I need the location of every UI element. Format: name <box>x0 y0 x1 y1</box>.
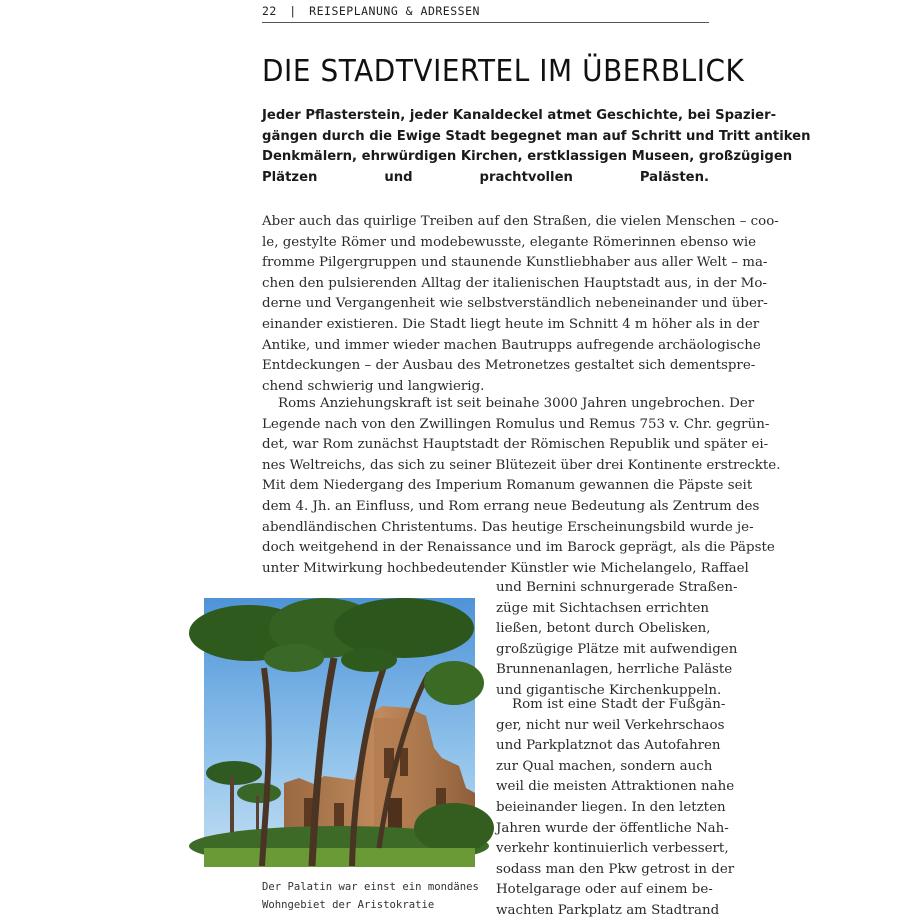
body-paragraph-1 <box>262 212 779 397</box>
header-rule <box>262 22 709 23</box>
intro-line: gängen durch die Ewige Stadt begegnet man auf Schritt und Tritt antiken <box>262 128 811 144</box>
text-line: und Bernini schnurgerade Straßen- <box>496 580 738 595</box>
text-line: ger, nicht nur weil Verkehrschaos <box>496 717 725 733</box>
text-line: Mit dem Niedergang des Imperium Romanum gewannen die Päpste seit <box>262 478 753 494</box>
page-number: 22 <box>262 4 277 18</box>
text-line: Antike, und immer wieder machen Bautrupps aufregende archäologische <box>262 337 761 353</box>
text-line: Entdeckungen – der Ausbau des Metronetzes gestaltet sich dementspre- <box>262 358 756 374</box>
text-line: und Parkplatznot das Autofahren <box>496 738 721 754</box>
body-paragraph-2 <box>262 394 781 579</box>
text-line: abendländischen Christentums. Das heutige Erscheinungsbild wurde je- <box>262 519 754 535</box>
intro-line: Jeder Pflasterstein, jeder Kanaldeckel atmet Geschichte, bei Spazier- <box>262 108 777 123</box>
text-line: züge mit Sichtachsen errichten <box>496 600 709 616</box>
photo-caption <box>262 878 482 914</box>
text-line: unter Mitwirkung hochbedeutender Künstler wie Michelangelo, Raffael <box>262 560 749 576</box>
text-line: det, war Rom zunächst Hauptstadt der Römischen Republik und später ei- <box>262 437 769 453</box>
page-title: DIE STADTVIERTEL IM ÜBERBLICK <box>262 54 745 89</box>
text-line: Jahren wurde der öffentliche Nah- <box>496 820 729 836</box>
text-line: zur Qual machen, sondern auch <box>496 758 713 774</box>
text-line: großzügige Plätze mit aufwendigen <box>496 641 738 657</box>
intro-line: Denkmälern, ehrwürdigen Kirchen, erstklassigen Museen, großzügigen <box>262 149 793 165</box>
text-line: nes Weltreichs, das sich zu seiner Blütezeit über drei Kontinente erstreckte. <box>262 457 781 473</box>
intro-line: Plätzen und prachtvollen Palästen. <box>262 169 709 185</box>
text-line: chend schwierig und langwierig. <box>262 378 485 394</box>
text-line: derne und Vergangenheit wie selbstverständlich nebeneinander und über- <box>262 296 768 312</box>
text-line: fromme Pilgergruppen und staunende Kunstliebhaber aus aller Welt – ma- <box>262 255 768 271</box>
intro-paragraph <box>262 106 811 188</box>
text-line: und gigantische Kirchenkuppeln. <box>496 682 722 698</box>
text-line: Hotelgarage oder auf einem be- <box>496 882 713 898</box>
text-line: Brunnenanlagen, herrliche Paläste <box>496 662 733 678</box>
header-separator: | <box>289 4 297 18</box>
text-line: Aber auch das quirlige Treiben auf den Straßen, die vielen Menschen – coo- <box>262 214 779 229</box>
running-header <box>262 4 709 18</box>
body-paragraph-2-continued <box>496 578 738 702</box>
text-line: Roms Anziehungskraft ist seit beinahe 3000 Jahren ungebrochen. Der <box>278 396 755 411</box>
text-line: Rom ist eine Stadt der Fußgän- <box>512 697 726 712</box>
caption-line: Wohngebiet der Aristokratie <box>262 899 435 911</box>
text-line: sodass man den Pkw getrost in der <box>496 861 735 877</box>
text-line: verkehr kontinuierlich verbessert, <box>496 841 729 857</box>
text-line: doch weitgehend in der Renaissance und im Barock geprägt, als die Päpste <box>262 540 775 556</box>
text-line: dem 4. Jh. an Einfluss, und Rom errang neue Bedeutung als Zentrum des <box>262 498 760 514</box>
section-title: REISEPLANUNG & ADRESSEN <box>309 4 480 18</box>
body-paragraph-3 <box>496 695 735 922</box>
text-line: ließen, betont durch Obelisken, <box>496 621 711 637</box>
text-line: chen den pulsierenden Alltag der italienischen Hauptstadt aus, in der Mo- <box>262 275 767 291</box>
ruins-and-pines-illustration <box>204 598 475 867</box>
palatine-photo <box>204 598 475 867</box>
text-line: Legende nach von den Zwillingen Romulus und Remus 753 v. Chr. gegrün- <box>262 416 770 432</box>
text-line: wachten Parkplatz am Stadtrand <box>496 902 720 918</box>
text-line: le, gestylte Römer und modebewusste, elegante Römerinnen ebenso wie <box>262 234 757 250</box>
caption-line: Der Palatin war einst ein mondänes <box>262 881 479 893</box>
text-line: einander existieren. Die Stadt liegt heute im Schnitt 4 m höher als in der <box>262 316 760 332</box>
text-line: weil die meisten Attraktionen nahe <box>496 779 735 795</box>
text-line: beieinander liegen. In den letzten <box>496 799 726 815</box>
